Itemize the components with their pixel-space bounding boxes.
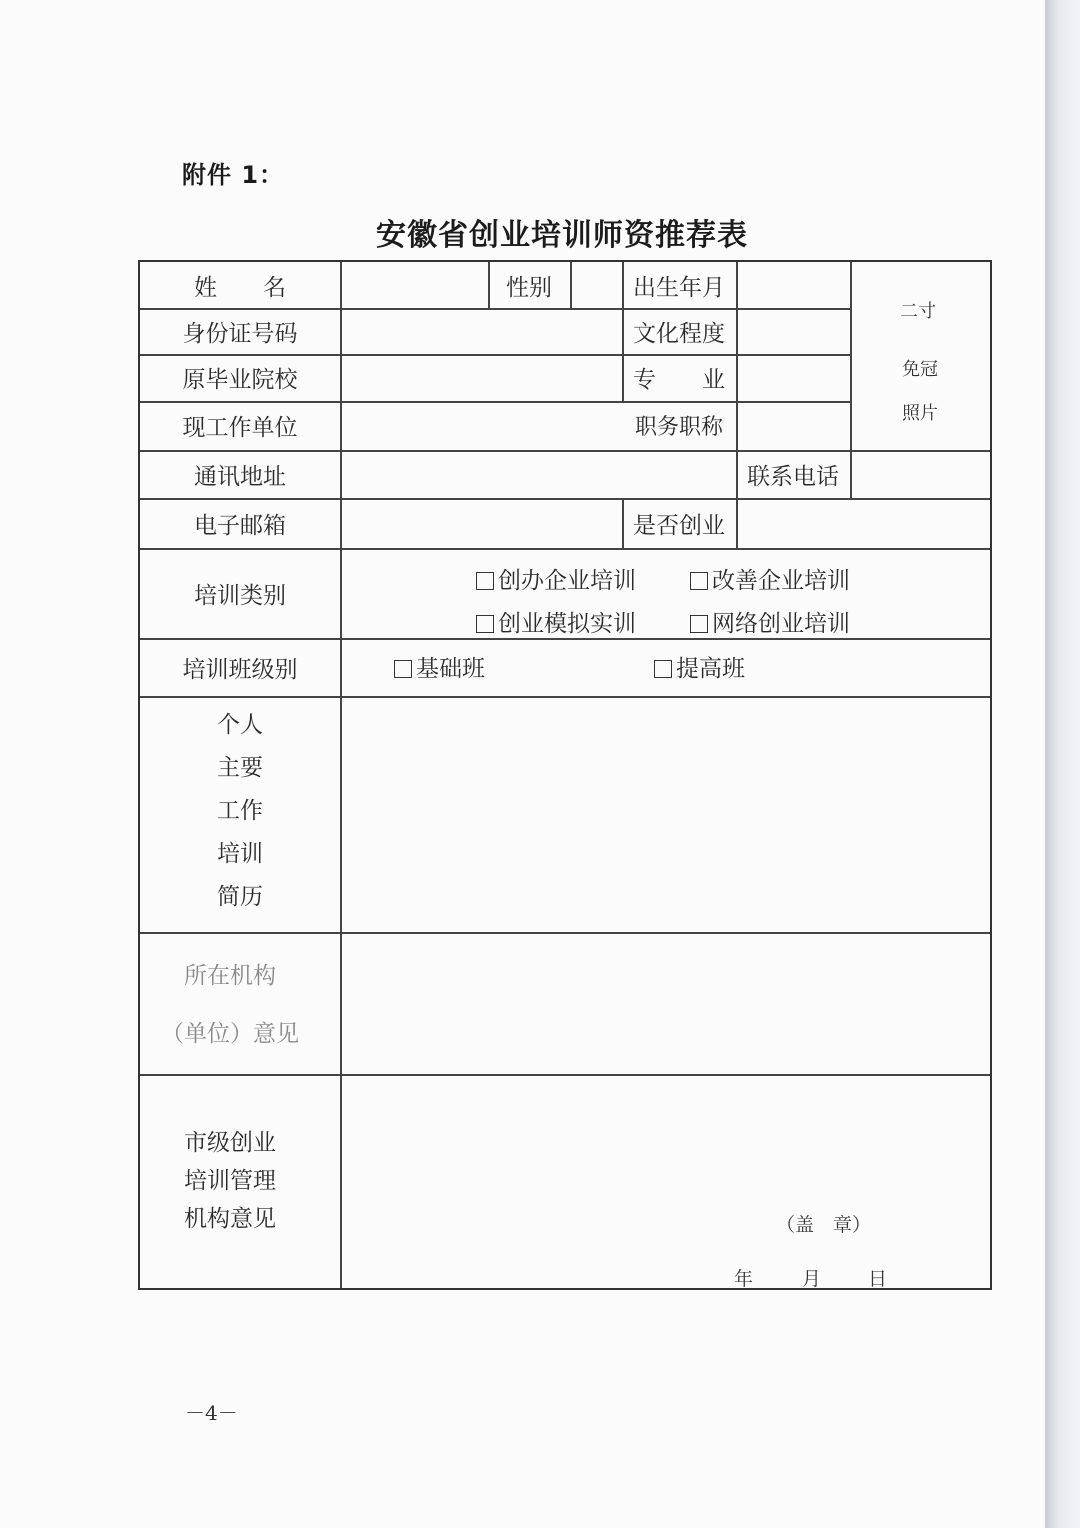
seal-label: （盖 章）: [776, 1214, 872, 1236]
education-input[interactable]: [736, 308, 850, 354]
resume-label: 个人 主要 工作 培训 简历: [217, 712, 263, 910]
phone-label: 联系电话: [747, 463, 839, 490]
entrepreneur-input[interactable]: [736, 498, 990, 548]
option-simulation[interactable]: 创业模拟实训: [476, 605, 636, 638]
id-number-label: 身份证号码: [182, 320, 298, 347]
email-label: 电子邮箱: [194, 512, 286, 539]
school-input[interactable]: [341, 354, 622, 401]
photo-line3: 照片: [902, 403, 938, 424]
date-day: 日: [868, 1268, 888, 1290]
name-label: 姓 名: [194, 274, 286, 301]
address-input[interactable]: [341, 450, 736, 498]
option-start-business[interactable]: 创办企业培训: [476, 562, 636, 595]
class-level-label: 培训班级别: [182, 656, 298, 683]
school-label: 原毕业院校: [182, 367, 298, 393]
attachment-label: 附件 1：: [182, 161, 285, 189]
option-improve-business[interactable]: 改善企业培训: [690, 562, 850, 595]
employer-input[interactable]: [341, 401, 622, 450]
phone-input[interactable]: [850, 450, 990, 498]
checkbox-icon: [690, 572, 708, 590]
option-advanced-class[interactable]: 提高班: [654, 650, 745, 683]
gender-input[interactable]: [570, 262, 622, 308]
checkbox-icon: [476, 615, 494, 633]
form-title: 安徽省创业培训师资推荐表: [376, 218, 748, 253]
entrepreneur-label: 是否创业: [633, 512, 725, 539]
title-rank-label: 职务职称: [634, 415, 723, 440]
resume-input[interactable]: [341, 696, 990, 932]
page-edge-shadow: [1045, 0, 1080, 1528]
city-opinion-label: 市级创业 培训管理 机构意见: [184, 1130, 276, 1232]
email-input[interactable]: [341, 498, 622, 548]
birth-label: 出生年月: [633, 274, 725, 301]
date-year: 年: [734, 1268, 754, 1290]
major-label: 专 业: [633, 367, 725, 393]
city-opinion-input[interactable]: [341, 1074, 990, 1288]
major-input[interactable]: [736, 354, 850, 401]
id-number-input[interactable]: [341, 308, 622, 354]
training-type-label: 培训类别: [194, 582, 286, 609]
page-number: －4－: [185, 1401, 238, 1425]
employer-label: 现工作单位: [182, 415, 298, 441]
title-rank-input[interactable]: [736, 401, 850, 450]
birth-input[interactable]: [736, 262, 850, 308]
org-opinion-input[interactable]: [341, 932, 990, 1074]
gender-label: 性别: [506, 274, 552, 301]
date-month: 月: [802, 1268, 822, 1290]
education-label: 文化程度: [633, 320, 725, 347]
photo-line1: 二寸: [900, 301, 936, 322]
name-input[interactable]: [341, 262, 488, 308]
option-online-business[interactable]: 网络创业培训: [690, 605, 850, 638]
recommendation-form: [138, 260, 992, 1290]
org-opinion-label: 所在机构 （单位）意见: [161, 963, 299, 1047]
checkbox-icon: [476, 572, 494, 590]
checkbox-icon: [394, 660, 412, 678]
option-basic-class[interactable]: 基础班: [394, 650, 485, 683]
checkbox-icon: [690, 615, 708, 633]
address-label: 通讯地址: [194, 463, 286, 490]
photo-line2: 免冠: [902, 359, 938, 380]
checkbox-icon: [654, 660, 672, 678]
